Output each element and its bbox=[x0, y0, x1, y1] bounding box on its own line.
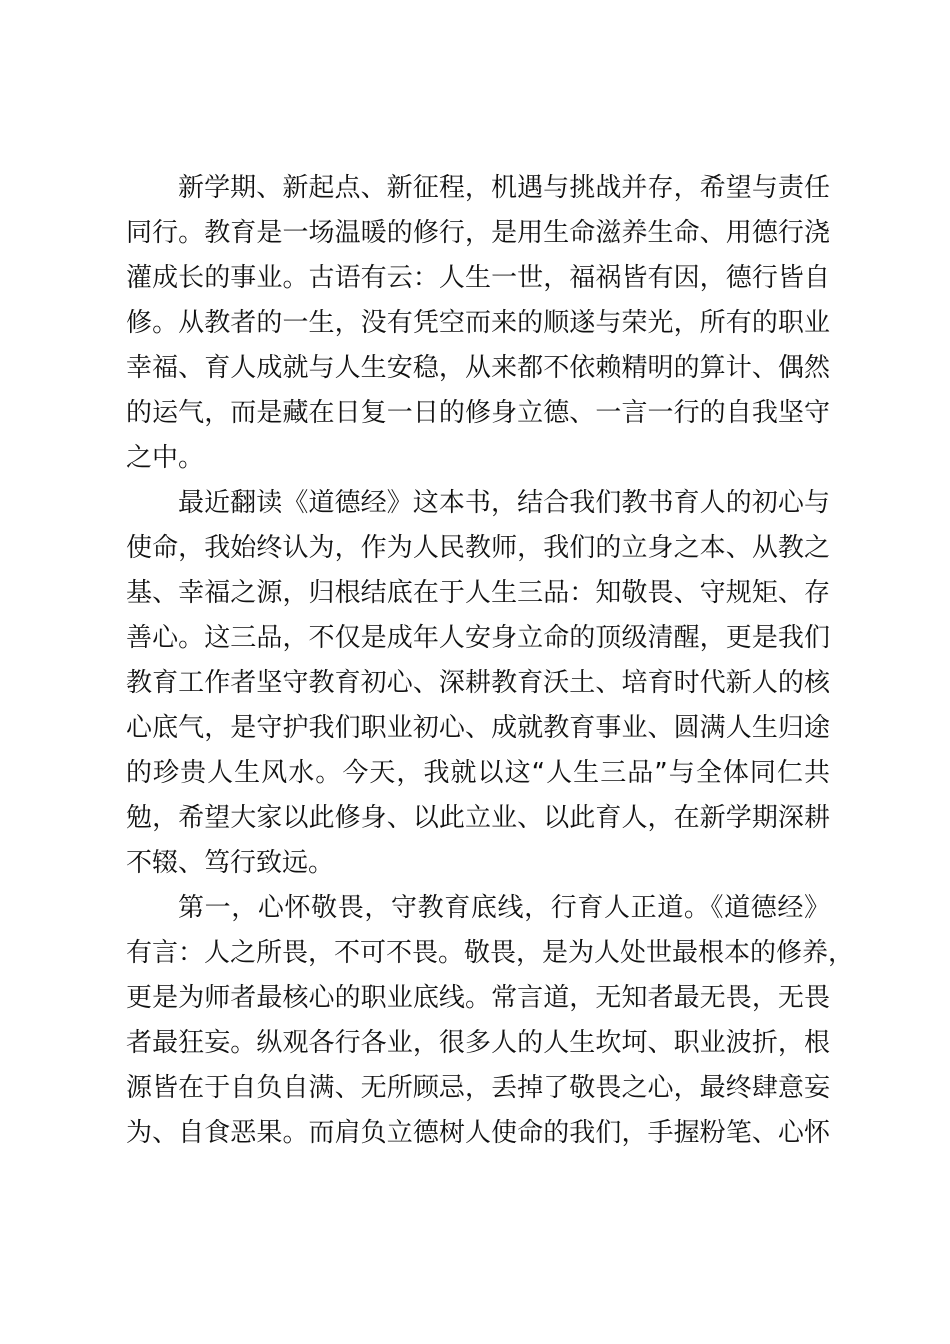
text-line: 灌成长的事业。古语有云：人生一世，福祸皆有因，德行皆自 bbox=[126, 263, 830, 293]
text-line: 幸福、育人成就与人生安稳，从来都不依赖精明的算计、偶然 bbox=[126, 353, 830, 383]
text-line: 同行。教育是一场温暖的修行，是用生命滋养生命、用德行浇 bbox=[126, 218, 830, 248]
text-line: 更是为师者最核心的职业底线。常言道，无知者最无畏，无畏 bbox=[126, 983, 830, 1013]
text-line: 最近翻读《道德经》这本书，结合我们教书育人的初心与 bbox=[178, 488, 830, 518]
text-line: 新学期、新起点、新征程，机遇与挑战并存，希望与责任 bbox=[178, 173, 830, 203]
text-line: 基、幸福之源，归根结底在于人生三品：知敬畏、守规矩、存 bbox=[126, 578, 830, 608]
text-line: 源皆在于自负自满、无所顾忌，丢掉了敬畏之心，最终肆意妄 bbox=[126, 1073, 830, 1103]
text-line: 者最狂妄。纵观各行各业，很多人的人生坎坷、职业波折，根 bbox=[126, 1028, 830, 1058]
text-line: 教育工作者坚守教育初心、深耕教育沃土、培育时代新人的核 bbox=[126, 668, 830, 698]
text-line: 的珍贵人生风水。今天，我就以这“人生三品”与全体同仁共 bbox=[126, 758, 830, 788]
text-line: 使命，我始终认为，作为人民教师，我们的立身之本、从教之 bbox=[126, 533, 830, 563]
text-line: 修。从教者的一生，没有凭空而来的顺遂与荣光，所有的职业 bbox=[126, 308, 830, 338]
text-line: 勉，希望大家以此修身、以此立业、以此育人，在新学期深耕 bbox=[126, 803, 830, 833]
text-line: 善心。这三品，不仅是成年人安身立命的顶级清醒，更是我们 bbox=[126, 623, 830, 653]
paragraph-first-point bbox=[126, 886, 855, 1156]
text-line: 之中。 bbox=[126, 443, 205, 473]
paragraph-intro bbox=[126, 166, 830, 481]
text-line: 的运气，而是藏在日复一日的修身立德、一言一行的自我坚守 bbox=[126, 398, 830, 428]
text-line: 不辍、笃行致远。 bbox=[126, 848, 335, 878]
text-line: 有言：人之所畏，不可不畏。敬畏，是为人处世最根本的修养， bbox=[126, 938, 855, 968]
document-body bbox=[126, 166, 855, 1156]
text-line: 心底气，是守护我们职业初心、成就教育事业、圆满人生归途 bbox=[126, 713, 830, 743]
text-line: 为、自食恶果。而肩负立德树人使命的我们，手握粉笔、心怀 bbox=[126, 1118, 830, 1148]
text-line: 第一，心怀敬畏，守教育底线，行育人正道。《道德经》 bbox=[178, 893, 830, 923]
paragraph-three-virtues bbox=[126, 481, 830, 886]
